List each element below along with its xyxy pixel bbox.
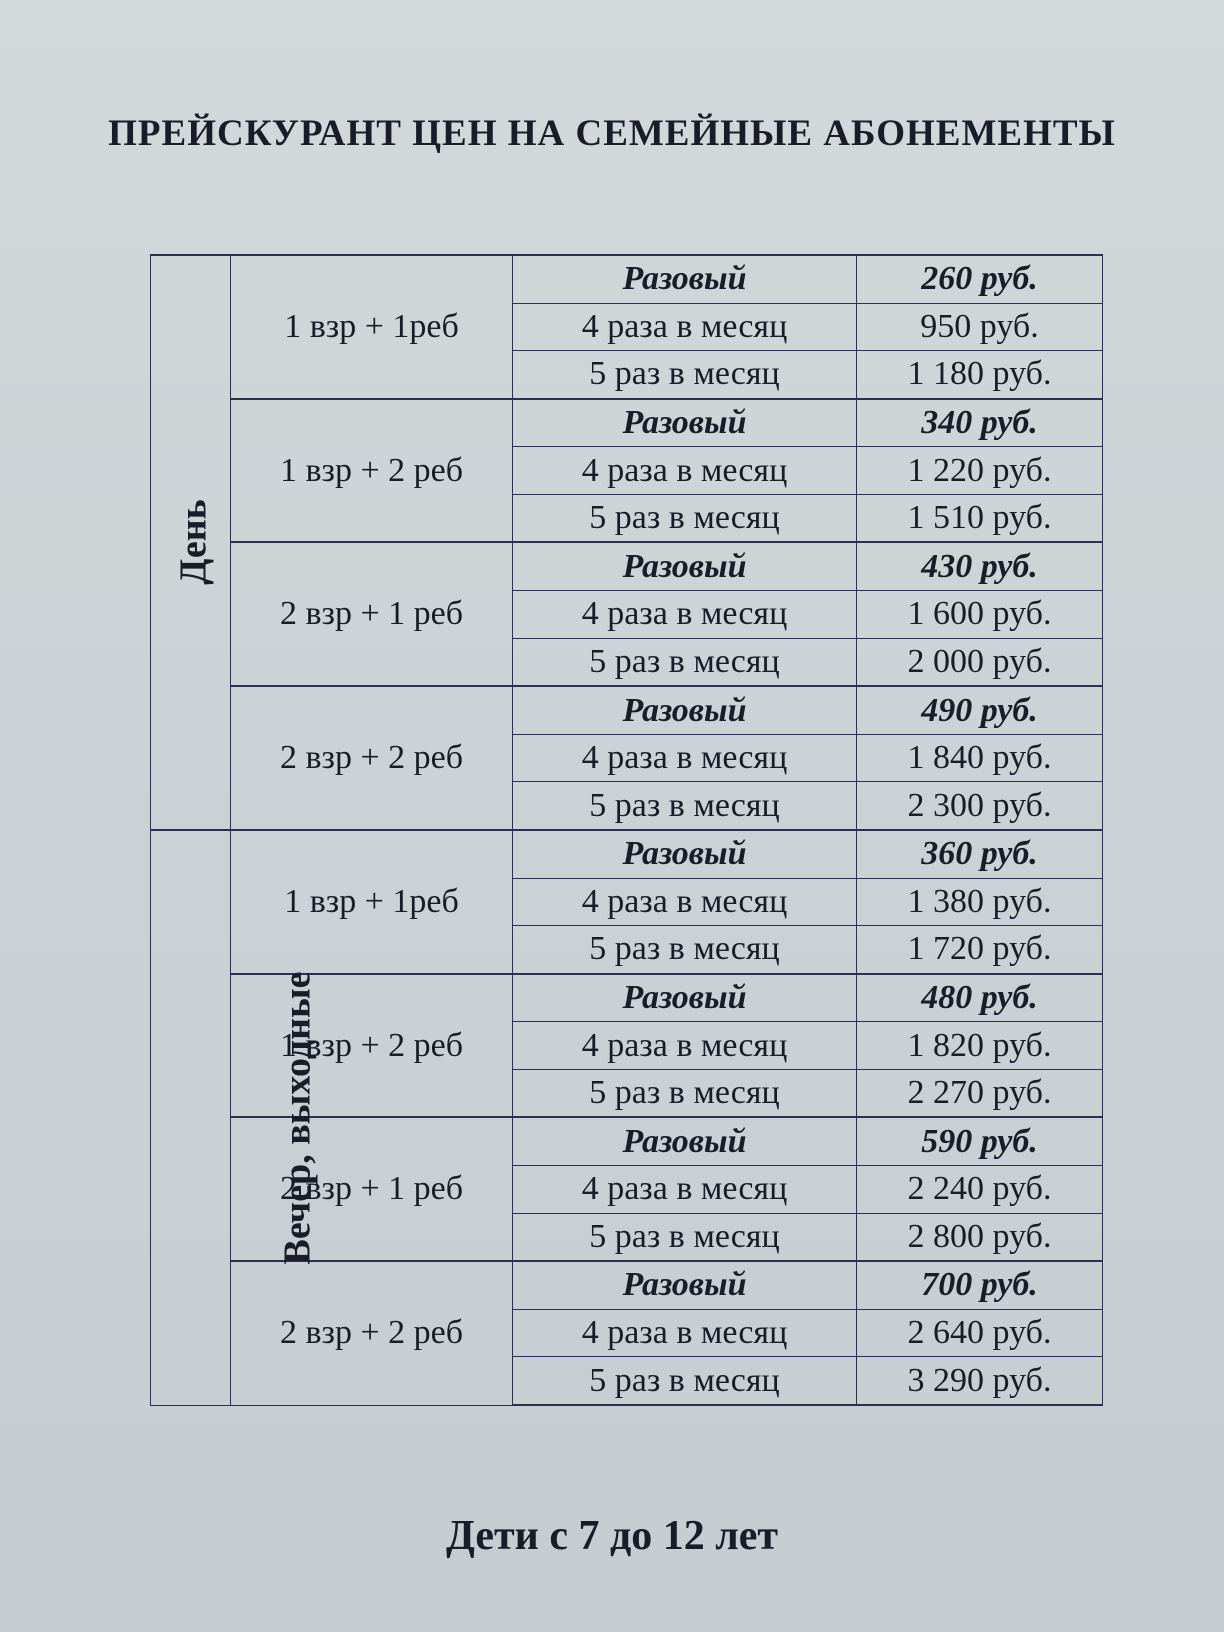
subscription-type: Разовый [513, 255, 857, 303]
subscription-type: Разовый [513, 686, 857, 734]
price-cell: 340 руб. [857, 399, 1103, 447]
price-cell: 1 720 руб. [857, 926, 1103, 974]
subscription-type: 5 раз в месяц [513, 1357, 857, 1405]
price-cell: 2 270 руб. [857, 1069, 1103, 1117]
group-label: 2 взр + 1 реб [231, 542, 513, 686]
subscription-type: Разовый [513, 1261, 857, 1309]
group-label: 1 взр + 2 реб [231, 974, 513, 1118]
subscription-type: 5 раз в месяц [513, 1213, 857, 1261]
page-title: ПРЕЙСКУРАНТ ЦЕН НА СЕМЕЙНЫЕ АБОНЕМЕНТЫ [108, 113, 1116, 154]
price-cell: 1 380 руб. [857, 878, 1103, 925]
subscription-type: 4 раза в месяц [513, 303, 857, 350]
subscription-type: 5 раз в месяц [513, 351, 857, 399]
group-label: 1 взр + 1реб [231, 830, 513, 974]
price-cell: 1 840 руб. [857, 734, 1103, 781]
price-cell: 1 220 руб. [857, 447, 1103, 494]
group-label: 1 взр + 1реб [231, 255, 513, 399]
price-cell: 260 руб. [857, 255, 1103, 303]
subscription-type: 4 раза в месяц [513, 1022, 857, 1069]
table-row [151, 255, 1103, 303]
price-cell: 950 руб. [857, 303, 1103, 350]
age-note: Дети с 7 до 12 лет [445, 1513, 779, 1559]
subscription-type: Разовый [513, 542, 857, 590]
price-table [150, 254, 1103, 1406]
subscription-type: 5 раз в месяц [513, 782, 857, 830]
subscription-type: 4 раза в месяц [513, 878, 857, 925]
table-row [151, 399, 1103, 447]
subscription-type: 5 раз в месяц [513, 638, 857, 686]
table-row [151, 686, 1103, 734]
group-label: 2 взр + 2 реб [231, 686, 513, 830]
period-label-evening: Вечер, выходные [276, 971, 319, 1265]
subscription-type: Разовый [513, 974, 857, 1022]
subscription-type: 4 раза в месяц [513, 591, 857, 638]
price-cell: 2 300 руб. [857, 782, 1103, 830]
subscription-type: 5 раз в месяц [513, 1069, 857, 1117]
subscription-type: 4 раза в месяц [513, 447, 857, 494]
price-cell: 2 000 руб. [857, 638, 1103, 686]
subscription-type: 5 раз в месяц [513, 494, 857, 542]
table-row [151, 830, 1103, 878]
price-cell: 590 руб. [857, 1117, 1103, 1165]
subscription-type: Разовый [513, 1117, 857, 1165]
period-label-day: День [172, 499, 215, 586]
price-cell: 1 510 руб. [857, 494, 1103, 542]
subscription-type: Разовый [513, 830, 857, 878]
price-cell: 700 руб. [857, 1261, 1103, 1309]
price-cell: 480 руб. [857, 974, 1103, 1022]
table-row [151, 1261, 1103, 1309]
subscription-type: Разовый [513, 399, 857, 447]
price-cell: 2 800 руб. [857, 1213, 1103, 1261]
price-cell: 1 180 руб. [857, 351, 1103, 399]
price-cell: 2 240 руб. [857, 1166, 1103, 1213]
price-cell: 1 820 руб. [857, 1022, 1103, 1069]
subscription-type: 4 раза в месяц [513, 1166, 857, 1213]
group-label: 2 взр + 1 реб [231, 1117, 513, 1261]
period-cell-day [151, 255, 231, 830]
subscription-type: 4 раза в месяц [513, 734, 857, 781]
price-cell: 360 руб. [857, 830, 1103, 878]
table-row [151, 542, 1103, 590]
subscription-type: 5 раз в месяц [513, 926, 857, 974]
price-cell: 1 600 руб. [857, 591, 1103, 638]
price-cell: 2 640 руб. [857, 1309, 1103, 1356]
subscription-type: 4 раза в месяц [513, 1309, 857, 1356]
period-cell-evening [151, 830, 319, 1405]
price-cell: 490 руб. [857, 686, 1103, 734]
group-label: 2 взр + 2 реб [231, 1261, 513, 1405]
price-cell: 430 руб. [857, 542, 1103, 590]
group-label: 1 взр + 2 реб [231, 399, 513, 543]
price-cell: 3 290 руб. [857, 1357, 1103, 1405]
